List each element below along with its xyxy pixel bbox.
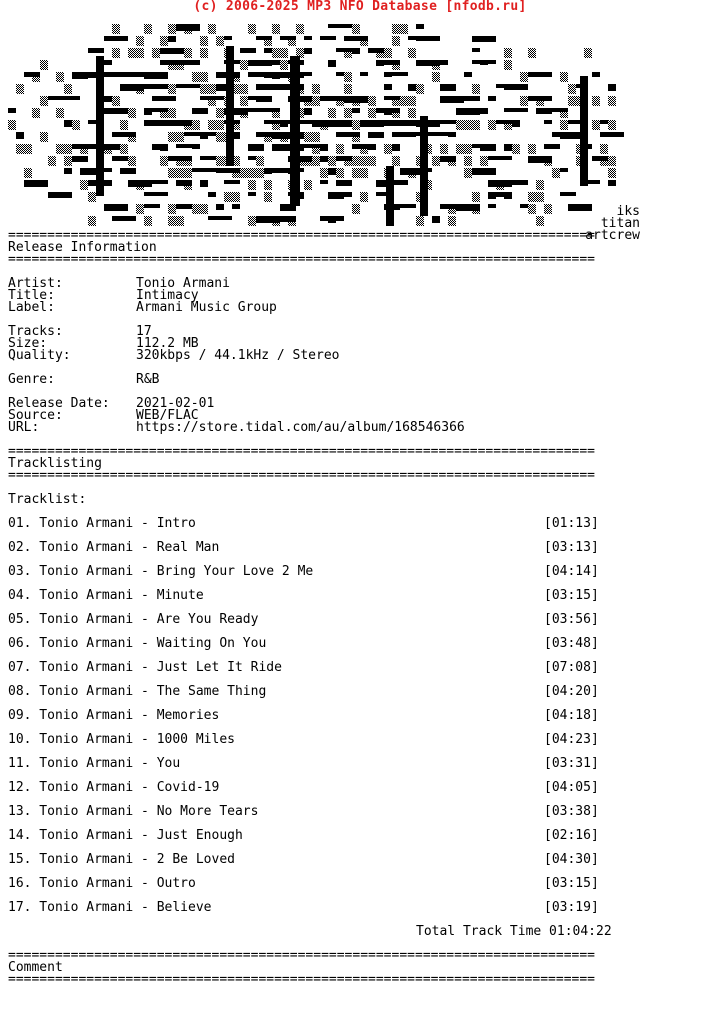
field-value-size: 112.2 MB: [136, 336, 199, 351]
track-row: [8, 878, 708, 890]
track-title: 15. Tonio Armani - 2 Be Loved: [8, 852, 235, 867]
field-label: Title:: [8, 288, 55, 303]
field-label: Release Date:: [8, 396, 110, 411]
section-title-release-info: Release Information: [8, 240, 157, 255]
field-tracks: [8, 326, 708, 338]
separator: ===========================================================================: [8, 446, 595, 458]
field-value-artist: Tonio Armani: [136, 276, 230, 291]
nfo-body: [8, 230, 708, 986]
track-title: 13. Tonio Armani - No More Tears: [8, 804, 259, 819]
credit-line: titan: [600, 216, 640, 231]
track-row: [8, 854, 708, 866]
track-row: [8, 710, 708, 722]
total-track-time: Total Track Time 01:04:22: [416, 924, 612, 939]
track-duration: [03:13]: [544, 540, 599, 555]
track-row: [8, 566, 708, 578]
track-title: 11. Tonio Armani - You: [8, 756, 181, 771]
track-duration: [07:08]: [544, 660, 599, 675]
separator: ===========================================================================: [8, 974, 595, 986]
separator: ===========================================================================: [8, 230, 595, 242]
track-title: 10. Tonio Armani - 1000 Miles: [8, 732, 235, 747]
field-label-name: [8, 302, 708, 314]
track-duration: [04:05]: [544, 780, 599, 795]
track-row: [8, 518, 708, 530]
field-release-date: [8, 398, 708, 410]
tracklist: [8, 518, 708, 914]
field-label: Size:: [8, 336, 48, 351]
track-duration: [03:56]: [544, 612, 599, 627]
track-duration: [04:23]: [544, 732, 599, 747]
section-title-tracklisting: Tracklisting: [8, 456, 102, 471]
ascii-art-blocks: [0, 16, 720, 230]
track-title: 07. Tonio Armani - Just Let It Ride: [8, 660, 282, 675]
separator: ===========================================================================: [8, 950, 595, 962]
track-row: [8, 758, 708, 770]
track-duration: [04:14]: [544, 564, 599, 579]
track-row: [8, 590, 708, 602]
field-value-genre: R&B: [136, 372, 160, 387]
field-label: Quality:: [8, 348, 71, 363]
track-duration: [02:16]: [544, 828, 599, 843]
track-duration: [03:38]: [544, 804, 599, 819]
field-value-url[interactable]: https://store.tidal.com/au/album/168546366: [136, 420, 465, 435]
field-genre: [8, 374, 708, 386]
section-title-comment: Comment: [8, 960, 63, 975]
field-size: [8, 338, 708, 350]
track-row: [8, 638, 708, 650]
track-row: [8, 782, 708, 794]
field-artist: [8, 278, 708, 290]
track-title: 14. Tonio Armani - Just Enough: [8, 828, 243, 843]
track-row: [8, 902, 708, 914]
field-value-quality: 320kbps / 44.1kHz / Stereo: [136, 348, 340, 363]
copyright-text[interactable]: (c) 2006-2025 MP3 NFO Database [nfodb.ru]: [193, 0, 527, 14]
track-row: [8, 734, 708, 746]
track-row: [8, 686, 708, 698]
field-label: Genre:: [8, 372, 55, 387]
track-row: [8, 662, 708, 674]
field-label: Artist:: [8, 276, 63, 291]
credit-line: iks: [616, 204, 640, 219]
track-duration: [04:30]: [544, 852, 599, 867]
track-title: 16. Tonio Armani - Outro: [8, 876, 196, 891]
track-row: [8, 806, 708, 818]
field-value-label: Armani Music Group: [136, 300, 277, 315]
field-value-source: WEB/FLAC: [136, 408, 199, 423]
track-title: 04. Tonio Armani - Minute: [8, 588, 204, 603]
track-duration: [03:15]: [544, 876, 599, 891]
separator: ===========================================================================: [8, 470, 595, 482]
site-copyright-header[interactable]: [0, 0, 720, 14]
field-label: Tracks:: [8, 324, 63, 339]
ascii-art-logo: [0, 16, 720, 243]
field-url: [8, 422, 708, 434]
track-duration: [01:13]: [544, 516, 599, 531]
track-row: [8, 614, 708, 626]
track-row: [8, 830, 708, 842]
track-duration: [04:18]: [544, 708, 599, 723]
field-label: Label:: [8, 300, 55, 315]
credit-line: artcrew: [585, 228, 640, 243]
track-title: 01. Tonio Armani - Intro: [8, 516, 196, 531]
field-title: [8, 290, 708, 302]
tracklist-heading: Tracklist:: [8, 492, 87, 507]
track-title: 03. Tonio Armani - Bring Your Love 2 Me: [8, 564, 314, 579]
track-title: 09. Tonio Armani - Memories: [8, 708, 220, 723]
field-value-tracks: 17: [136, 324, 152, 339]
track-title: 06. Tonio Armani - Waiting On You: [8, 636, 267, 651]
track-duration: [03:19]: [544, 900, 599, 915]
track-row: [8, 542, 708, 554]
field-label: Source:: [8, 408, 63, 423]
track-title: 12. Tonio Armani - Covid-19: [8, 780, 220, 795]
track-duration: [04:20]: [544, 684, 599, 699]
separator: ===========================================================================: [8, 254, 595, 266]
track-title: 02. Tonio Armani - Real Man: [8, 540, 220, 555]
track-title: 17. Tonio Armani - Believe: [8, 900, 212, 915]
track-title: 05. Tonio Armani - Are You Ready: [8, 612, 259, 627]
field-label: URL:: [8, 420, 40, 435]
track-duration: [03:15]: [544, 588, 599, 603]
track-duration: [03:48]: [544, 636, 599, 651]
field-value-title: Intimacy: [136, 288, 199, 303]
field-quality: [8, 350, 708, 362]
field-value-date: 2021-02-01: [136, 396, 215, 411]
track-duration: [03:31]: [544, 756, 599, 771]
track-title: 08. Tonio Armani - The Same Thing: [8, 684, 267, 699]
